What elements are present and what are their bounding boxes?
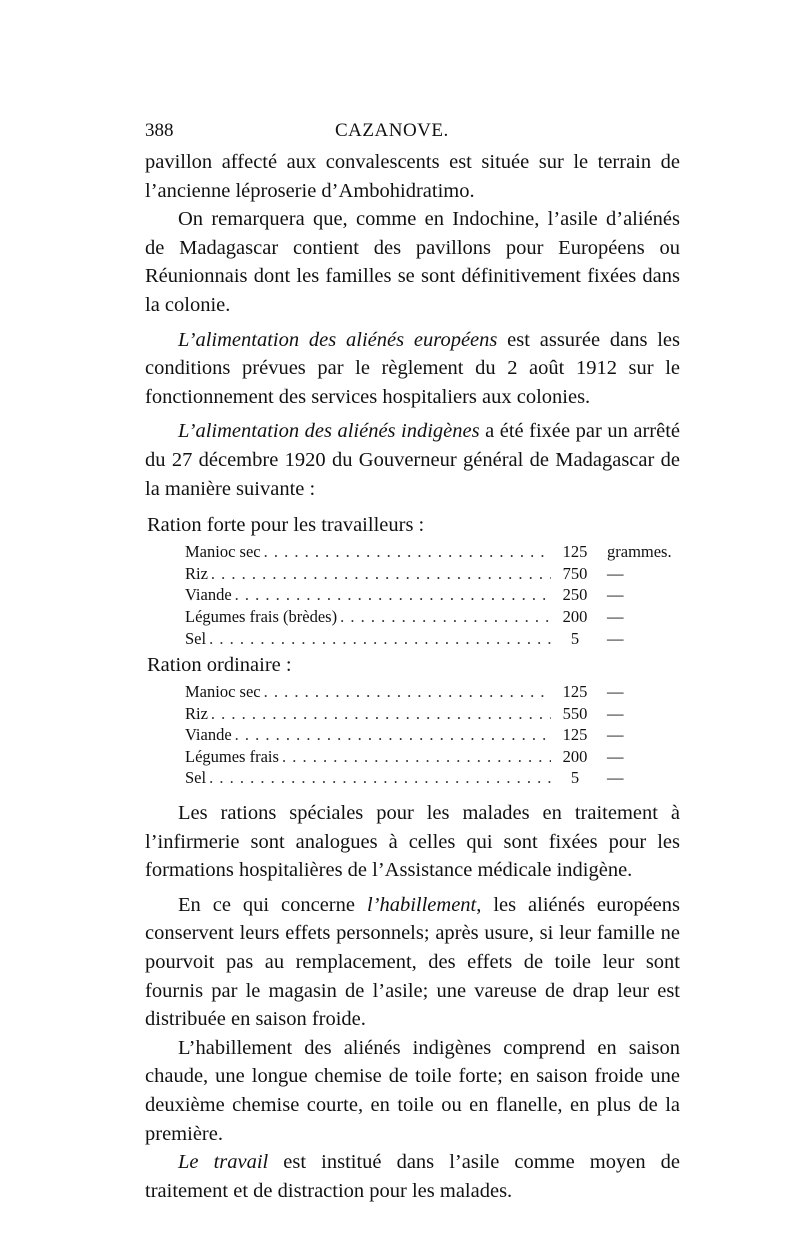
list-item	[185, 724, 627, 746]
list-item	[185, 563, 627, 585]
item-quantity: 250	[562, 585, 588, 605]
list-item	[185, 746, 627, 768]
paragraph-8	[145, 1148, 680, 1205]
item-label: Sel	[185, 628, 207, 648]
item-label: Sel	[185, 768, 207, 788]
item-quantity: 200	[562, 606, 588, 626]
ration-ordinaire-heading: Ration ordinaire :	[147, 654, 292, 677]
ration-forte-heading: Ration forte pour les travailleurs :	[147, 514, 425, 537]
paragraph-8-text: est institué dans l’asile comme moyen de traitement et de distraction pour les malades.	[145, 1151, 680, 1202]
item-label: Manioc sec	[185, 682, 261, 702]
paragraph-6	[145, 891, 680, 1034]
item-quantity: 125	[562, 542, 588, 562]
running-title: CAZANOVE.	[335, 120, 449, 141]
paragraph-4-emphasis: L’alimentation des aliénés indigènes	[178, 420, 480, 443]
item-unit: —	[607, 606, 624, 626]
page-body	[145, 148, 680, 1205]
ration-forte-list	[185, 541, 672, 649]
leader-dots	[208, 563, 551, 585]
item-quantity: 5	[570, 768, 580, 788]
item-label: Manioc sec	[185, 542, 261, 562]
item-quantity: 750	[562, 563, 588, 583]
paragraph-2: On remarquera que, comme en Indochine, l’asile d’aliénés de Madagascar contient des pavillons pour Européens ou Réunionnais dont les familles se sont définitivement fixées dans la colonie.	[145, 208, 680, 316]
list-item	[185, 584, 627, 606]
item-label: Viande	[185, 585, 232, 605]
item-quantity: 550	[562, 703, 588, 723]
paragraph-1: pavillon affecté aux convalescents est située sur le terrain de l’ancienne léproserie d’Ambohidratimo.	[145, 151, 680, 202]
item-unit: —	[607, 585, 624, 605]
leader-dots	[208, 703, 551, 725]
leader-dots	[261, 541, 551, 563]
paragraph-3-text: est assurée dans les conditions prévues par le règlement du 2 août 1912 sur le fonctionnement des services hospitaliers aux colonies.	[145, 328, 681, 408]
page-header	[145, 120, 680, 144]
leader-dots	[261, 681, 551, 703]
item-label: Riz	[185, 563, 208, 583]
item-unit: —	[607, 725, 624, 745]
ration-ordinaire-list	[185, 681, 627, 789]
item-unit: grammes.	[607, 542, 672, 562]
item-unit: —	[607, 703, 624, 723]
item-unit: —	[607, 768, 624, 788]
list-item	[185, 681, 627, 703]
item-unit: —	[607, 563, 624, 583]
list-item	[185, 541, 672, 563]
paragraph-5: Les rations spéciales pour les malades en traitement à l’infirmerie sont analogues à celles qui sont fixées pour les formations hospitalières de l’Assistance médicale indigène.	[145, 802, 680, 882]
item-label: Riz	[185, 703, 208, 723]
list-item	[185, 703, 627, 725]
paragraph-8-emphasis: Le travail	[178, 1151, 269, 1174]
list-item	[185, 606, 627, 628]
leader-dots	[206, 767, 551, 789]
list-item	[185, 767, 627, 789]
item-label: Légumes frais (brèdes)	[185, 606, 338, 626]
paragraph-4-text: a été fixée par un arrêté du 27 décembre 1920 du Gouverneur général de Madagascar de la manière suivante :	[145, 420, 680, 500]
item-unit: —	[607, 746, 624, 766]
item-label: Légumes frais	[185, 746, 279, 766]
paragraph-3	[145, 326, 680, 412]
paragraph-6-lead: En ce qui concerne	[178, 893, 367, 916]
item-unit: —	[607, 628, 624, 648]
paragraph-3-emphasis: L’alimentation des aliénés européens	[178, 328, 498, 351]
paragraph-7: L’habillement des aliénés indigènes comprend en saison chaude, une longue chemise de toile forte; en saison froide une deuxième chemise courte, en toile ou en flanelle, en plus de la première.	[145, 1036, 680, 1145]
item-label: Viande	[185, 725, 232, 745]
page-number: 388	[145, 120, 174, 141]
paragraph-6-emphasis: l’habillement	[366, 893, 477, 916]
item-quantity: 5	[570, 628, 580, 648]
item-quantity: 125	[562, 682, 588, 702]
leader-dots	[232, 584, 551, 606]
leader-dots	[206, 628, 551, 650]
item-unit: —	[607, 682, 624, 702]
paragraph-6-text: , les aliénés européens conservent leurs effets personnels; après usure, si leur famille ne pourvoit pas au remplacement, des effets de toile leur sont fournis par le magasin de l’asile; une vareuse de drap leur est distribuée en saison froide.	[145, 893, 681, 1031]
leader-dots	[279, 746, 551, 768]
item-quantity: 125	[562, 725, 588, 745]
paragraph-4	[145, 417, 680, 503]
leader-dots	[337, 606, 551, 628]
list-item	[185, 628, 627, 650]
item-quantity: 200	[562, 746, 588, 766]
leader-dots	[232, 724, 551, 746]
